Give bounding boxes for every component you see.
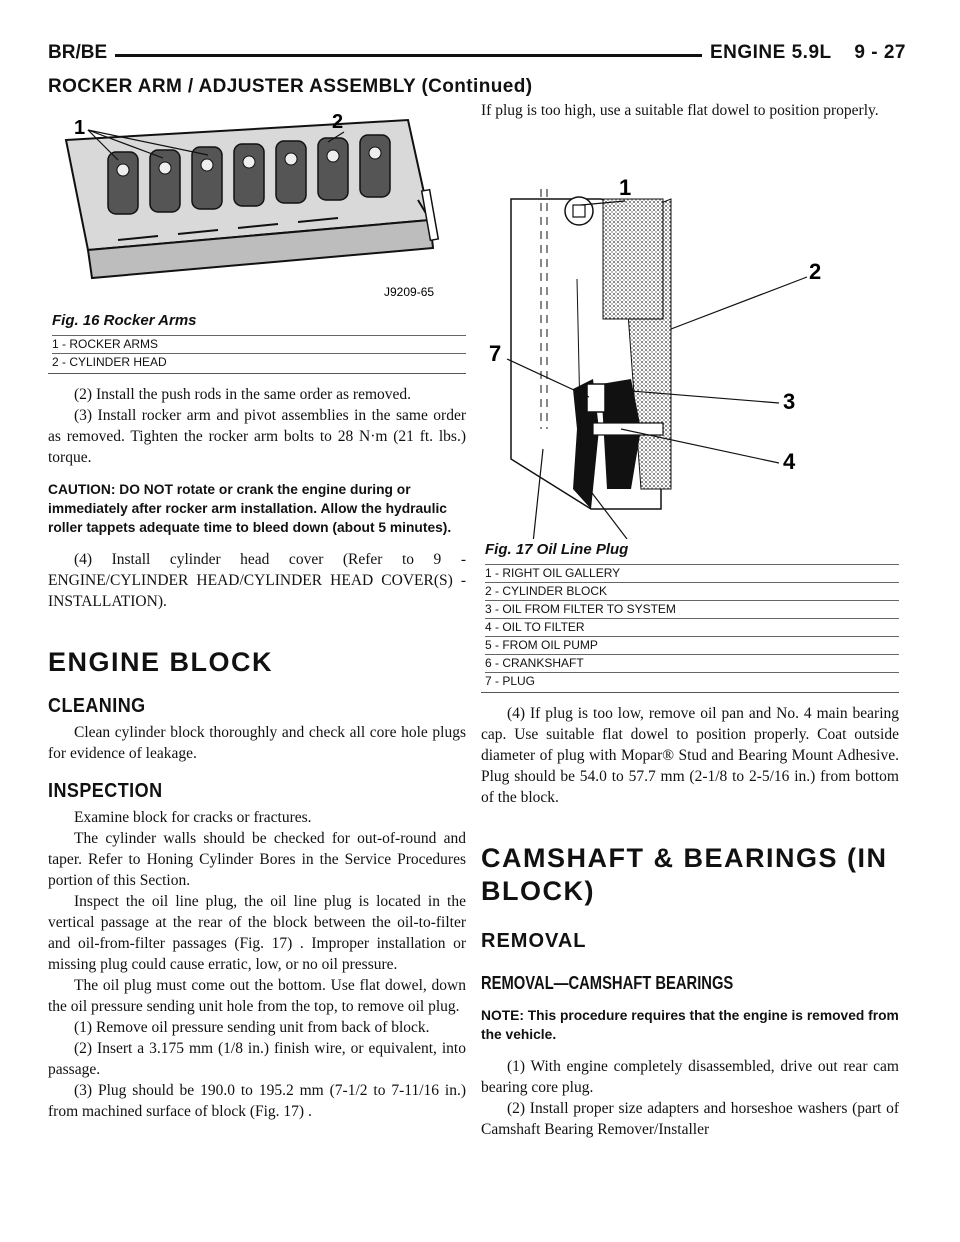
fig17-callout-2: 2 [809, 259, 822, 284]
page-header [48, 42, 906, 66]
paragraph: Inspect the oil line plug, the oil line plug is located in the vertical passage at the rear of the block between the oil-to-filter and oil-from-filter passages (Fig. 17) . Improper installation or missing plug could cause erratic, low, or no oil pressure. [48, 893, 466, 973]
figure-17 [481, 129, 899, 693]
subsection-heading: REMOVAL [481, 930, 587, 952]
paragraph: (3) Install rocker arm and pivot assemblies in the same order as removed. Tighten the rocker arm bolts to 28 N·m (21 ft. lbs.) torque. [48, 407, 466, 466]
note: NOTE: This procedure requires that the engine is removed from the vehicle. [481, 1008, 899, 1042]
legend-item: 2 - CYLINDER BLOCK [485, 582, 899, 600]
paragraph: Clean cylinder block thoroughly and check all core hole plugs for evidence of leakage. [48, 724, 466, 762]
legend-item: 1 - RIGHT OIL GALLERY [485, 564, 899, 582]
figure-rule [481, 692, 899, 693]
paragraph: The cylinder walls should be checked for out-of-round and taper. Refer to Honing Cylinder Bores in the Service Procedures portion of this Section. [48, 830, 466, 889]
paragraph: (2) Insert a 3.175 mm (1/8 in.) finish wire, or equivalent, into passage. [48, 1040, 466, 1078]
oil-line-plug-illustration [481, 129, 899, 539]
caution-note: CAUTION: DO NOT rotate or crank the engine during or immediately after rocker arm installation. Allow the hydraulic roller tappets adequate time to bleed down (about 5 minutes). [48, 482, 452, 535]
paragraph: Examine block for cracks or fractures. [74, 809, 312, 826]
header-page: ENGINE 5.9L 9 - 27 [702, 42, 906, 64]
fig16-caption: Fig. 16 Rocker Arms [52, 312, 197, 329]
fig16-callout-2: 2 [332, 111, 344, 133]
paragraph: (2) Install the push rods in the same order as removed. [74, 386, 412, 403]
fig16-legend [52, 335, 466, 371]
section-heading: ENGINE BLOCK [48, 647, 274, 677]
procedure-heading: REMOVAL—CAMSHAFT BEARINGS [481, 973, 734, 993]
subsection-heading: CLEANING [48, 695, 146, 717]
fig16-code: J9209-65 [384, 285, 435, 299]
right-column [481, 100, 899, 1140]
legend-item: 7 - PLUG [485, 672, 899, 690]
figure-rule [48, 373, 466, 374]
fig17-callout-1: 1 [619, 175, 632, 200]
header-section: BR/BE [48, 42, 115, 64]
fig17-callout-3: 3 [783, 389, 796, 414]
rocker-arms-illustration [48, 100, 466, 310]
legend-item: 5 - FROM OIL PUMP [485, 636, 899, 654]
paragraph: (4) If plug is too low, remove oil pan and No. 4 main bearing cap. Use suitable flat dowel to position properly. Coat outside diameter of plug with Mopar® Stud and Bearing Mount Adhesive. Plug should be 54.0 to 57.7 mm (2-1/8 to 2-5/16 in.) from bottom of the block. [481, 705, 899, 806]
fig17-legend [485, 564, 899, 690]
paragraph: If plug is too high, use a suitable flat dowel to position properly. [481, 102, 879, 119]
paragraph: (2) Install proper size adapters and horseshoe washers (part of Camshaft Bearing Remover/Installer [481, 1100, 899, 1138]
section-heading: CAMSHAFT & BEARINGS (IN BLOCK) [481, 843, 888, 906]
fig17-caption: Fig. 17 Oil Line Plug [485, 541, 629, 558]
paragraph: (3) Plug should be 190.0 to 195.2 mm (7-1/2 to 7-11/16 in.) from machined surface of block (Fig. 17) . [48, 1082, 466, 1120]
fig17-callout-7: 7 [489, 341, 502, 366]
fig17-callout-4: 4 [783, 449, 796, 474]
legend-item: 3 - OIL FROM FILTER TO SYSTEM [485, 600, 899, 618]
legend-item: 6 - CRANKSHAFT [485, 654, 899, 672]
paragraph: (1) With engine completely disassembled, drive out rear cam bearing core plug. [481, 1058, 899, 1096]
paragraph: The oil plug must come out the bottom. Use flat dowel, down the oil pressure sending unit hole from the top, to remove oil plug. [48, 977, 466, 1015]
legend-item: 1 - ROCKER ARMS [52, 335, 466, 353]
continued-title: ROCKER ARM / ADJUSTER ASSEMBLY (Continued) [48, 76, 533, 97]
legend-item: 4 - OIL TO FILTER [485, 618, 899, 636]
left-column [48, 100, 466, 1122]
legend-item: 2 - CYLINDER HEAD [52, 353, 466, 371]
subsection-heading: INSPECTION [48, 780, 163, 802]
paragraph: (1) Remove oil pressure sending unit from back of block. [74, 1019, 430, 1036]
figure-16 [48, 100, 466, 374]
fig16-callout-1: 1 [74, 117, 86, 139]
paragraph: (4) Install cylinder head cover (Refer to 9 - ENGINE/CYLINDER HEAD/CYLINDER HEAD COVER(S) - INSTALLATION). [48, 551, 466, 610]
